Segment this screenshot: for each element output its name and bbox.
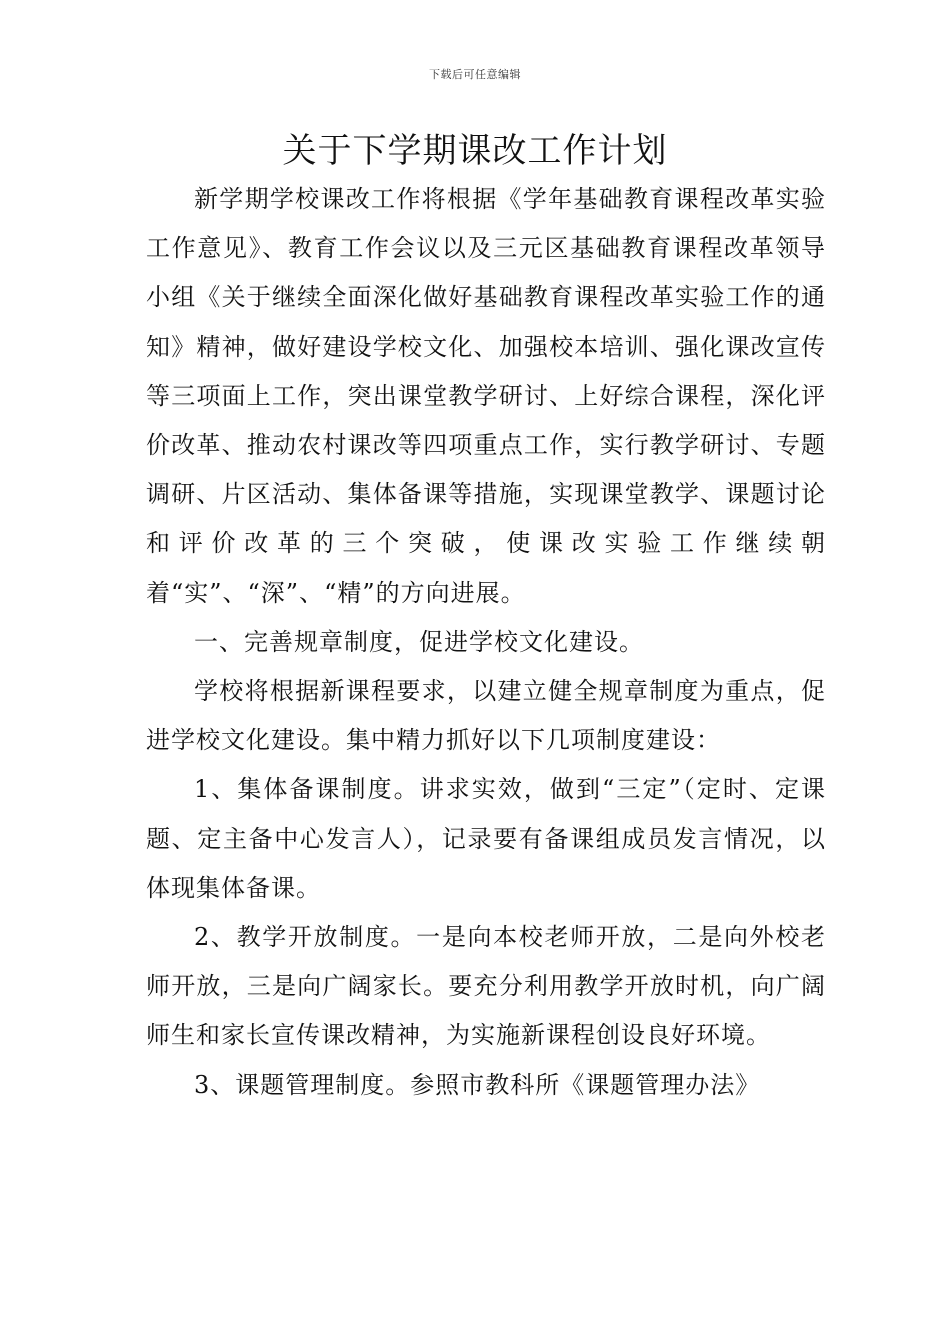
paragraph-intro: 新学期学校课改工作将根据《学年基础教育课程改革实验工作意见》、教育工作会议以及三元区基础教育课程改革领导小组《关于继续全面深化做好基础教育课程改革实验工作的通知》精神，做好建设学校文化、加强校本培训、强化课改宣传等三项面上工作，突出课堂教学研讨、上好综合课程，深化评价改革、推动农村课改等四项重点工作，实行教学研讨、专题调研、片区活动、集体备课等措施，实现课堂教学、课题讨论和评价改革的三个突破，使课改实验工作继续朝着“实”、“深”、“精”的方向进展。 <box>146 185 826 607</box>
header-note: 下载后可任意编辑 <box>429 68 521 81</box>
list-item-3: 3、课题管理制度。参照市教科所《课题管理办法》 <box>194 1070 761 1099</box>
document-title: 关于下学期课改工作计划 <box>282 131 668 171</box>
document-body <box>146 175 826 1110</box>
list-item-2: 2、教学开放制度。一是向本校老师开放，二是向外校老师开放，三是向广阔家长。要充分利用教学开放时机，向广阔师生和家长宣传课改精神，为实施新课程创设良好环境。 <box>146 923 826 1050</box>
paragraph-section-1: 学校将根据新课程要求，以建立健全规章制度为重点，促进学校文化建设。集中精力抓好以下几项制度建设： <box>146 677 826 755</box>
section-heading-1: 一、完善规章制度，促进学校文化建设。 <box>194 627 644 656</box>
list-item-1: 1、集体备课制度。讲求实效，做到“三定”（定时、定课题、定主备中心发言人），记录要有备课组成员发言情况，以体现集体备课。 <box>146 775 826 902</box>
